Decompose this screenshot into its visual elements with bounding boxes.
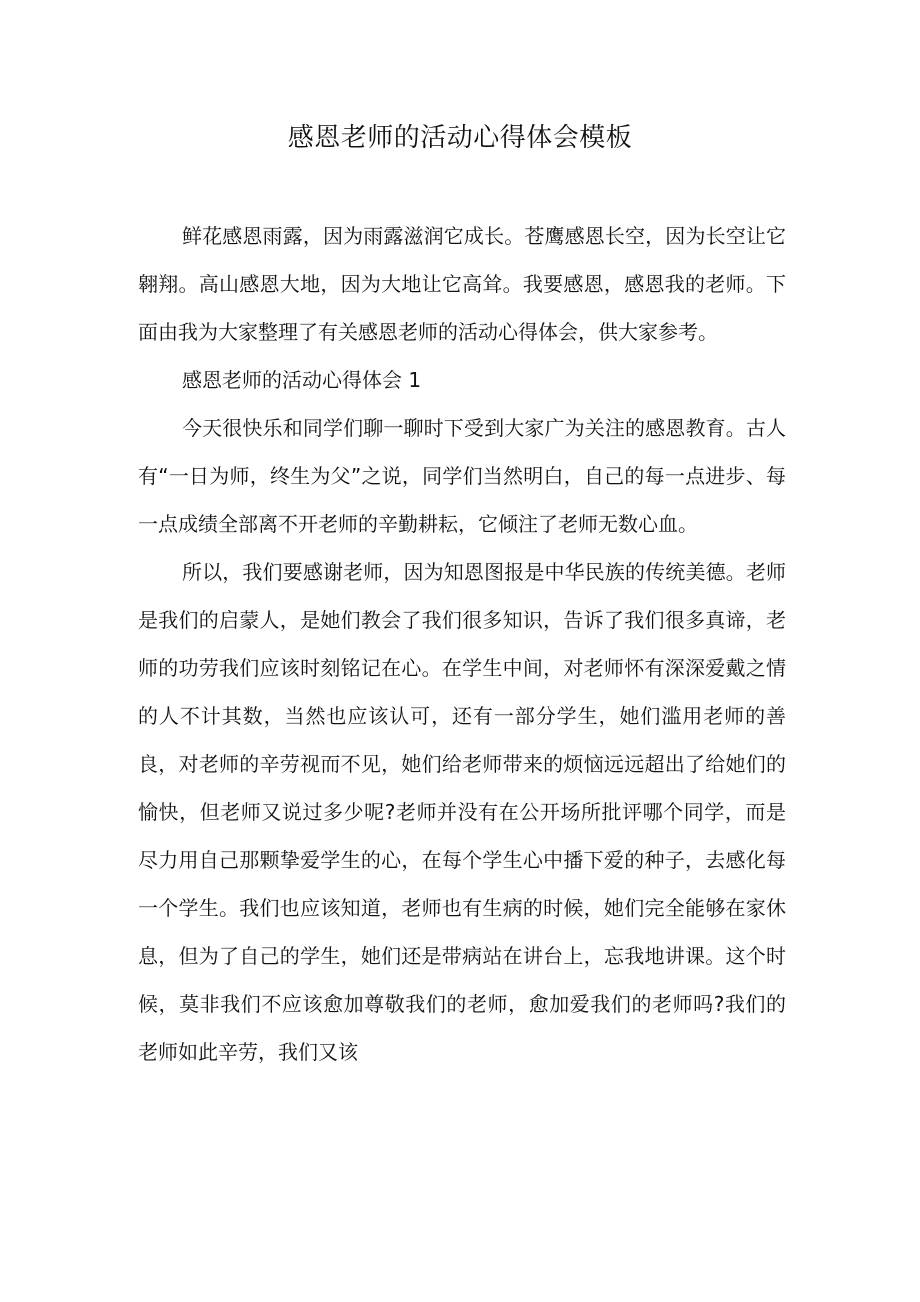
document-body [138, 212, 786, 1076]
body-paragraph: 所以，我们要感谢老师，因为知恩图报是中华民族的传统美德。老师是我们的启蒙人，是她们教会了我们很多知识，告诉了我们很多真谛，老师的功劳我们应该时刻铭记在心。在学生中间，对老师怀有深深爱戴之情的人不计其数，当然也应该认可，还有一部分学生，她们滥用老师的善良，对老师的辛劳视而不见，她们给老师带来的烦恼远远超出了给她们的愉快，但老师又说过多少呢?老师并没有在公开场所批评哪个同学，而是尽力用自己那颗挚爱学生的心，在每个学生心中播下爱的种子，去感化每一个学生。我们也应该知道，老师也有生病的时候，她们完全能够在家休息，但为了自己的学生，她们还是带病站在讲台上，忘我地讲课。这个时候，莫非我们不应该愈加尊敬我们的老师，愈加爱我们的老师吗?我们的老师如此辛劳，我们又该 [138, 560, 786, 1064]
section-heading: 感恩老师的活动心得体会 1 [182, 368, 422, 392]
body-paragraph: 今天很快乐和同学们聊一聊时下受到大家广为关注的感恩教育。古人有“一日为师，终生为父”之说，同学们当然明白，自己的每一点进步、每一点成绩全部离不开老师的辛勤耕耘，它倾注了老师无数心血。 [138, 416, 786, 536]
intro-paragraph: 鲜花感恩雨露，因为雨露滋润它成长。苍鹰感恩长空，因为长空让它翱翔。高山感恩大地，因为大地让它高耸。我要感恩，感恩我的老师。下面由我为大家整理了有关感恩老师的活动心得体会，供大家参考。 [138, 224, 786, 344]
document-title: 感恩老师的活动心得体会模板 [287, 123, 633, 153]
